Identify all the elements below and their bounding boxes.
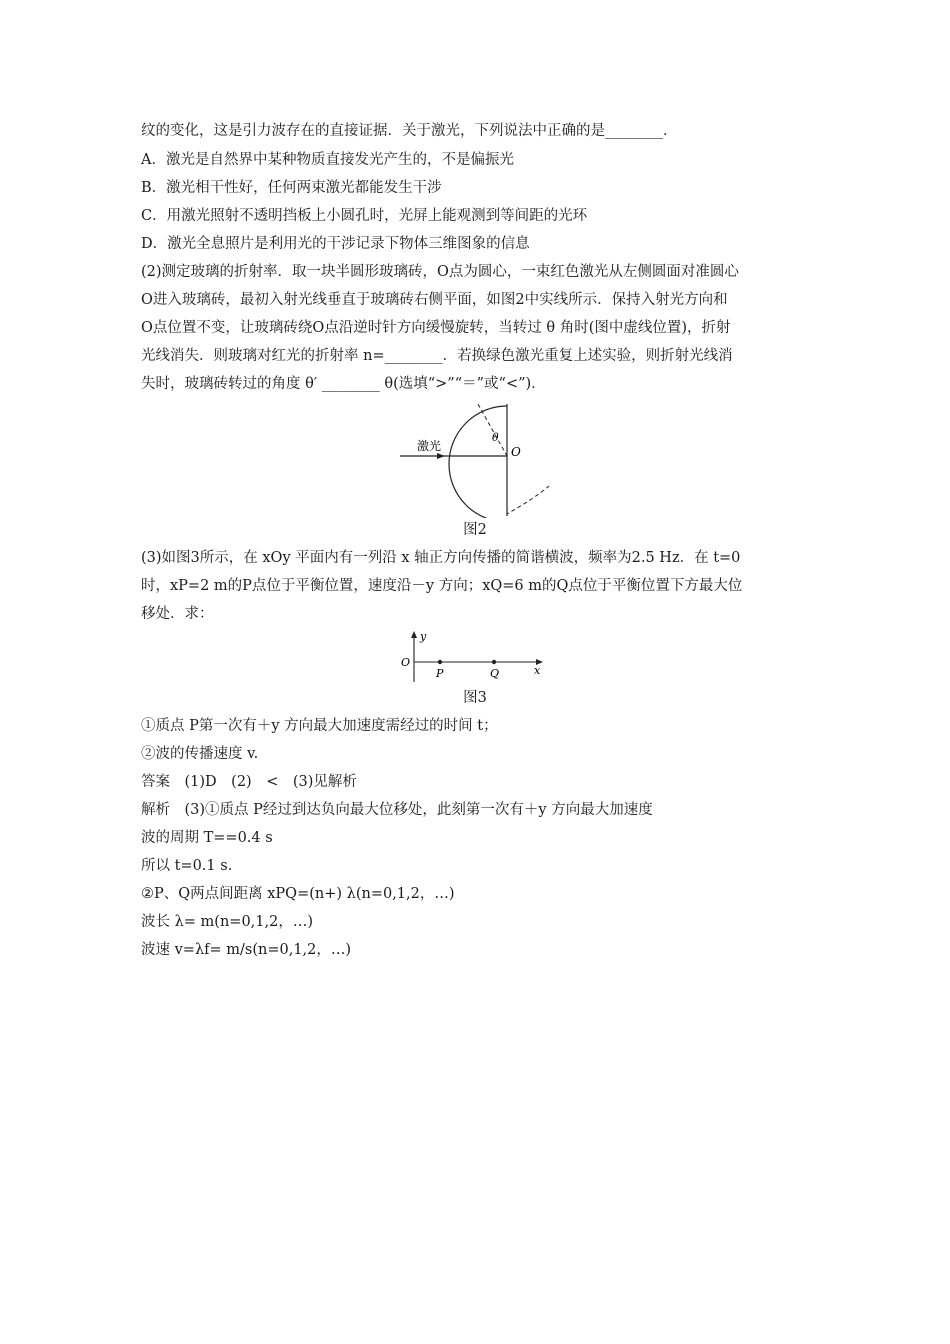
figure-3-diagram	[398, 628, 548, 684]
sub-question-2: ②波的传播速度 v.	[141, 746, 259, 762]
rotated-arc-dashed	[507, 456, 549, 514]
figure-3-caption: 图3	[463, 690, 487, 706]
analysis-line-6: 波速 v=λf= m/s(n=0,1,2，…)	[141, 942, 352, 958]
sub-question-1: ①质点 P第一次有＋y 方向最大加速度需经过的时间 t；	[141, 718, 498, 734]
option-a: A．激光是自然界中某种物质直接发光产生的，不是偏振光	[141, 152, 514, 168]
arrow-icon	[437, 453, 445, 459]
figure-2-caption: 图2	[463, 522, 487, 538]
analysis-line-4: ②P、Q两点间距离 xPQ=(n+) λ(n=0,1,2，…)	[141, 886, 455, 902]
part3-line-1: (3)如图3所示，在 xOy 平面内有一列沿 x 轴正方向传播的简谐横波，频率为2.5 Hz．在 t=0	[141, 550, 741, 566]
point-q	[492, 660, 496, 664]
option-d: D．激光全息照片是利用光的干涉记录下物体三维图象的信息	[141, 236, 530, 252]
analysis-line-5: 波长 λ= m(n=0,1,2，…)	[141, 914, 314, 930]
answer-line: 答案 (1)D (2) < (3)见解析	[141, 774, 357, 790]
part3-line-2: 时，xP=2 m的P点位于平衡位置，速度沿－y 方向；xQ=6 m的Q点位于平衡位置下方最大位	[141, 578, 743, 594]
part3-line-3: 移处．求：	[141, 606, 214, 622]
option-c: C．用激光照射不透明挡板上小圆孔时，光屏上能观测到等间距的光环	[141, 208, 588, 224]
laser-label: 激光	[417, 439, 442, 453]
point-p	[438, 660, 442, 664]
intro-line: 纹的变化，这是引力波存在的直接证据．关于激光，下列说法中正确的是________．	[141, 123, 678, 139]
p-label: P	[436, 667, 444, 680]
analysis-line-3: 所以 t=0.1 s.	[141, 858, 233, 874]
part2-line-5: 失时，玻璃砖转过的角度 θ′ ________ θ(选填“>”“＝”或“<”)．	[141, 376, 546, 392]
part2-line-4: 光线消失．则玻璃对红光的折射率 n=________．若换绿色激光重复上述实验，则折射光线消	[141, 348, 733, 364]
analysis-line-2: 波的周期 T==0.4 s	[141, 830, 273, 846]
x-label: x	[534, 664, 541, 677]
figure-2-diagram	[395, 398, 555, 518]
y-axis-arrow-icon	[411, 631, 417, 638]
option-b: B．激光相干性好，任何两束激光都能发生干涉	[141, 180, 442, 196]
origin-label: O	[401, 656, 411, 669]
glass-semicircle	[449, 406, 507, 518]
part2-line-2: O进入玻璃砖，最初入射光线垂直于玻璃砖右侧平面，如图2中实线所示．保持入射光方向和	[141, 292, 728, 308]
y-label: y	[420, 630, 427, 643]
analysis-line-1: 解析 (3)①质点 P经过到达负向最大位移处，此刻第一次有＋y 方向最大加速度	[141, 802, 653, 818]
theta-label: θ	[492, 431, 499, 444]
part2-line-3: O点位置不变，让玻璃砖绕O点沿逆时针方向缓慢旋转，当转过 θ 角时(图中虚线位置)，折射	[141, 320, 731, 336]
o-label: O	[511, 445, 521, 459]
part2-line-1: (2)测定玻璃的折射率．取一块半圆形玻璃砖，O点为圆心，一束红色激光从左侧圆面对准圆心	[141, 264, 739, 280]
rotated-face-dashed	[478, 404, 507, 456]
q-label: Q	[490, 667, 500, 680]
